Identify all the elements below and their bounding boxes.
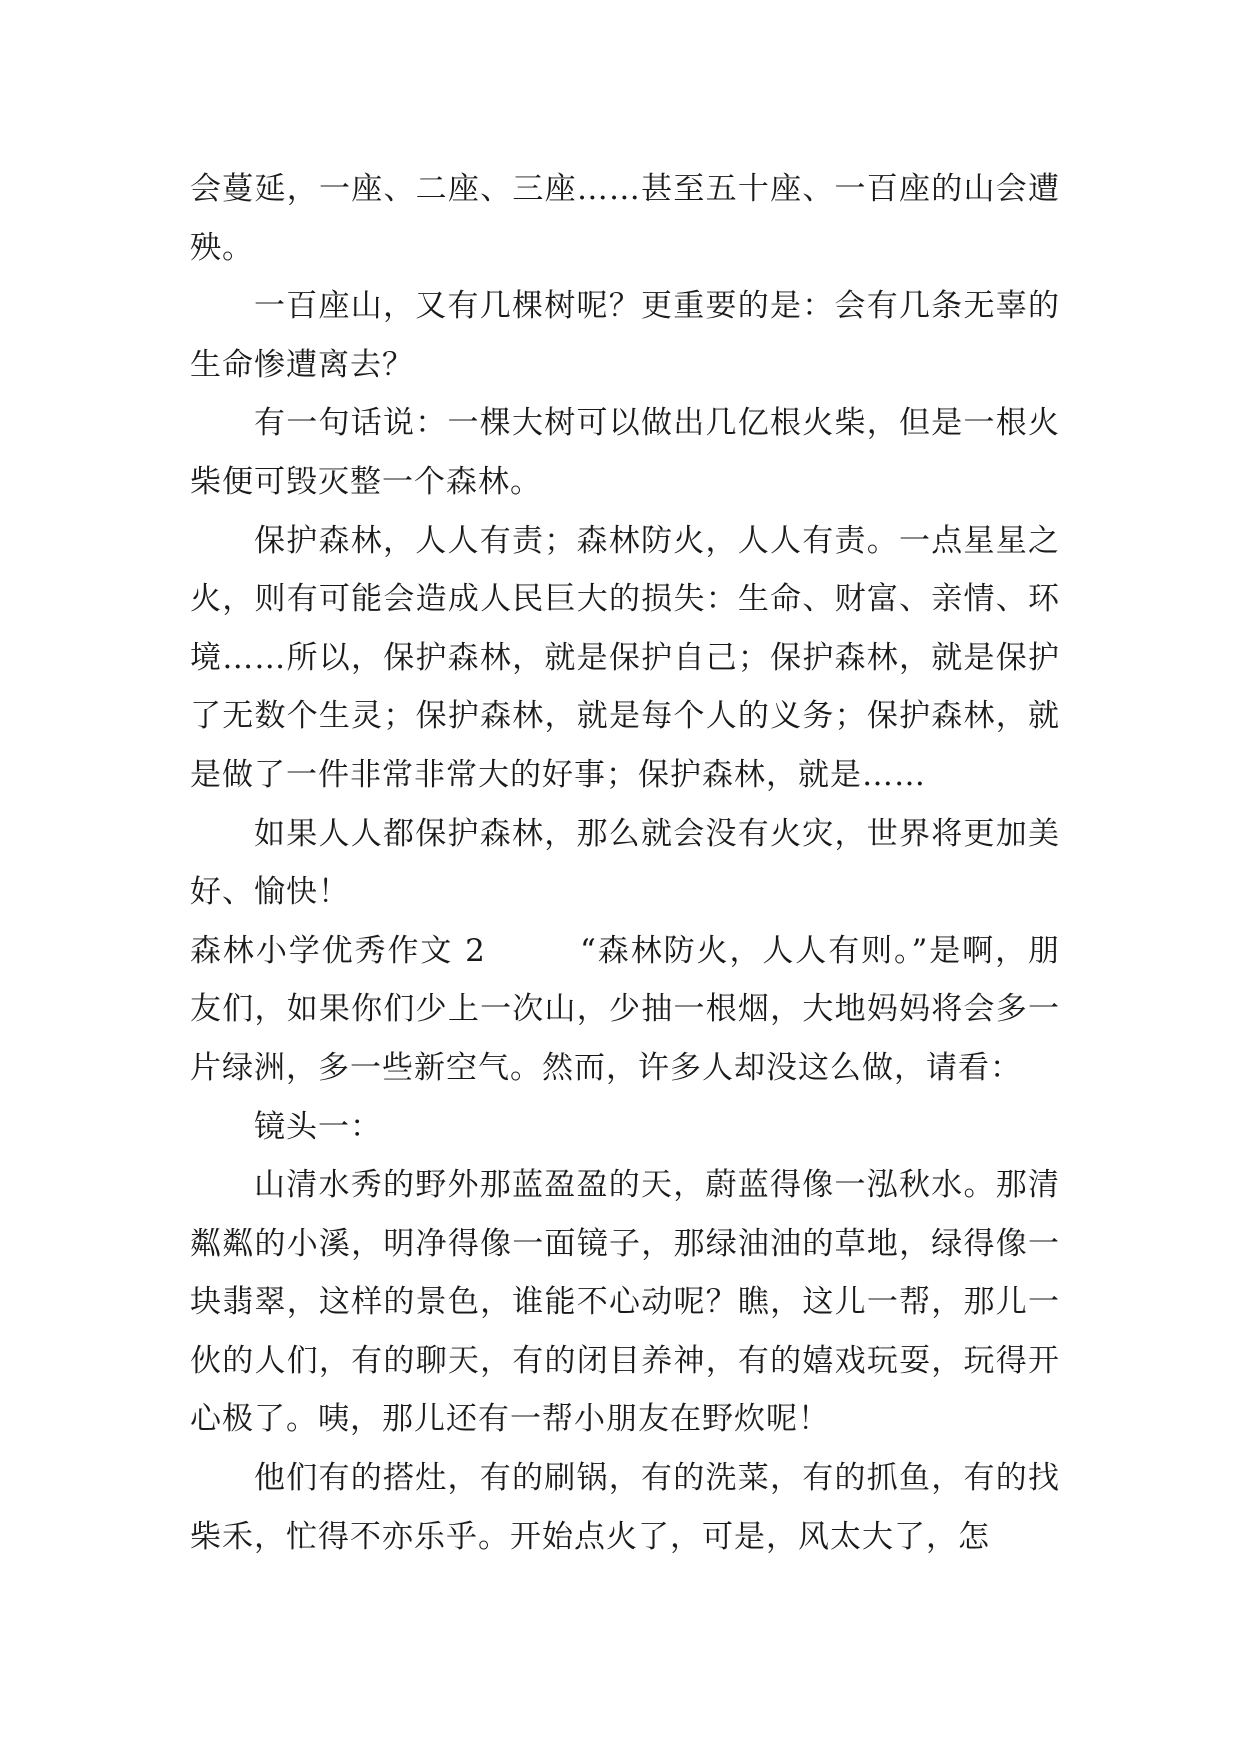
essay-body [190, 160, 1060, 1566]
section-2-title: 森林小学优秀作文 2 [190, 932, 486, 969]
paragraph: 保护森林，人人有责；森林防火，人人有责。一点星星之火，则有可能会造成人民巨大的损失：生命、财富、亲情、环境……所以，保护森林，就是保护自己；保护森林，就是保护了无数个生灵；保护森林，就是每个人的义务；保护森林，就是做了一件非常非常大的好事；保护森林，就是…… [190, 522, 1060, 793]
paragraph: 有一句话说：一棵大树可以做出几亿根火柴，但是一根火柴便可毁灭整一个森林。 [190, 405, 1060, 500]
paragraph: 会蔓延，一座、二座、三座……甚至五十座、一百座的山会遭殃。 [190, 171, 1060, 266]
section-2-text: “森林防火，人人有则。”是啊，朋友们，如果你们少上一次山，少抽一根烟，大地妈妈将会多一片绿洲，多一些新空气。然而，许多人却没这么做，请看： [190, 932, 1060, 1086]
section-2-paragraph [190, 922, 1060, 1098]
paragraph: 他们有的搭灶，有的刷锅，有的洗菜，有的抓鱼，有的找柴禾，忙得不亦乐乎。开始点火了，可是，风太大了，怎 [190, 1460, 1060, 1555]
paragraph: 镜头一： [254, 1108, 382, 1145]
paragraph: 山清水秀的野外那蓝盈盈的天，蔚蓝得像一泓秋水。那清粼粼的小溪，明净得像一面镜子，那绿油油的草地，绿得像一块翡翠，这样的景色，谁能不心动呢？瞧，这儿一帮，那儿一伙的人们，有的聊天，有的闭目养神，有的嬉戏玩耍，玩得开心极了。咦，那儿还有一帮小朋友在野炊呢！ [190, 1167, 1060, 1438]
section-2-gap [486, 933, 580, 969]
paragraph: 如果人人都保护森林，那么就会没有火灾，世界将更加美好、愉快！ [190, 815, 1060, 911]
paragraph: 一百座山，又有几棵树呢？更重要的是：会有几条无辜的生命惨遭离去？ [190, 288, 1060, 383]
